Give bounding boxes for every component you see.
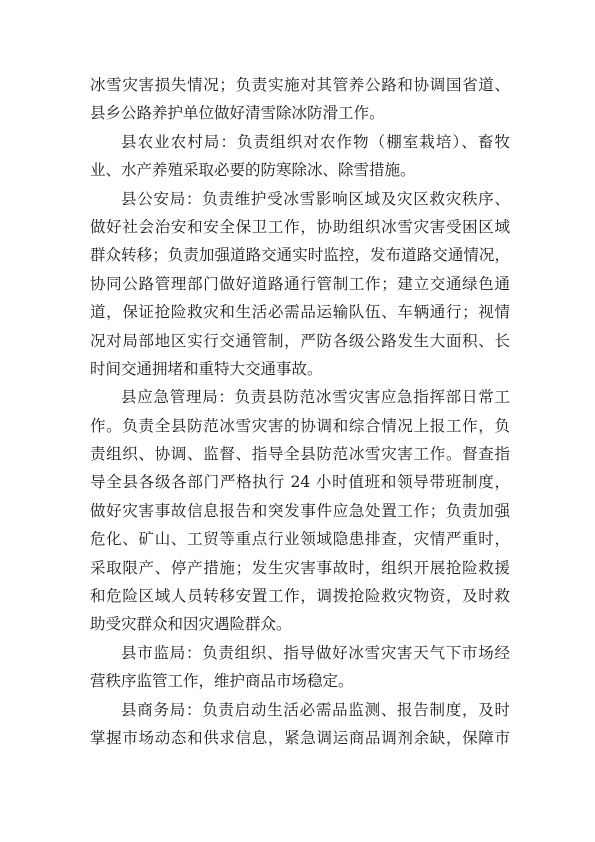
text-line: 群众转移；负责加强道路交通实时监控，发布道路交通情况， [90, 246, 510, 265]
text-line: 县市监局：负责组织、指导做好冰雪灾害天气下市场经 [121, 643, 510, 662]
text-line: 作。负责全县防范冰雪灾害的协调和综合情况上报工作，负 [90, 416, 510, 435]
text-line: 协同公路管理部门做好道路通行管制工作；建立交通绿色通 [90, 274, 510, 293]
text-line: 责组织、协调、监督、指导全县防范冰雪灾害工作。督查指 [90, 445, 510, 464]
text-line: 县农业农村局：负责组织对农作物（棚室栽培）、畜牧 [121, 132, 510, 151]
text-line: 况对局部地区实行交通管制，严防各级公路发生大面积、长 [90, 331, 510, 350]
text-line: 掌握市场动态和供求信息，紧急调运商品调剂余缺，保障市 [90, 728, 510, 747]
text-line: 采取限产、停产措施；发生灾害事故时，组织开展抢险救援 [90, 558, 510, 577]
text-line: 县乡公路养护单位做好清雪除冰防滑工作。 [90, 104, 385, 123]
text-line: 道，保证抢险救灾和生活必需品运输队伍、车辆通行；视情 [90, 303, 510, 322]
text-line: 导全县各级各部门严格执行 24 小时值班和领导带班制度， [90, 473, 510, 492]
text-line: 营秩序监管工作，维护商品市场稳定。 [90, 672, 354, 691]
text-line: 时间交通拥堵和重特大交通事故。 [90, 359, 323, 378]
body-text [90, 71, 510, 752]
text-line: 冰雪灾害损失情况；负责实施对其管养公路和协调国省道、 [90, 76, 510, 94]
text-line: 业、水产养殖采取必要的防寒除冰、除雪措施。 [90, 161, 416, 180]
text-line: 危化、矿山、工贸等重点行业领域隐患排查，灾情严重时， [90, 530, 510, 549]
text-line: 县应急管理局：负责县防范冰雪灾害应急指挥部日常工 [121, 388, 510, 407]
text-line: 助受灾群众和因灾遇险群众。 [90, 615, 292, 634]
text-line: 做好社会治安和安全保卫工作，协助组织冰雪灾害受困区域 [90, 217, 510, 236]
text-line: 县商务局：负责启动生活必需品监测、报告制度，及时 [121, 700, 510, 719]
text-line: 县公安局：负责维护受冰雪影响区域及灾区救灾秩序、 [121, 189, 510, 208]
text-line: 和危险区域人员转移安置工作，调拨抢险救灾物资，及时救 [90, 587, 510, 606]
text-line: 做好灾害事故信息报告和突发事件应急处置工作；负责加强 [90, 501, 510, 520]
